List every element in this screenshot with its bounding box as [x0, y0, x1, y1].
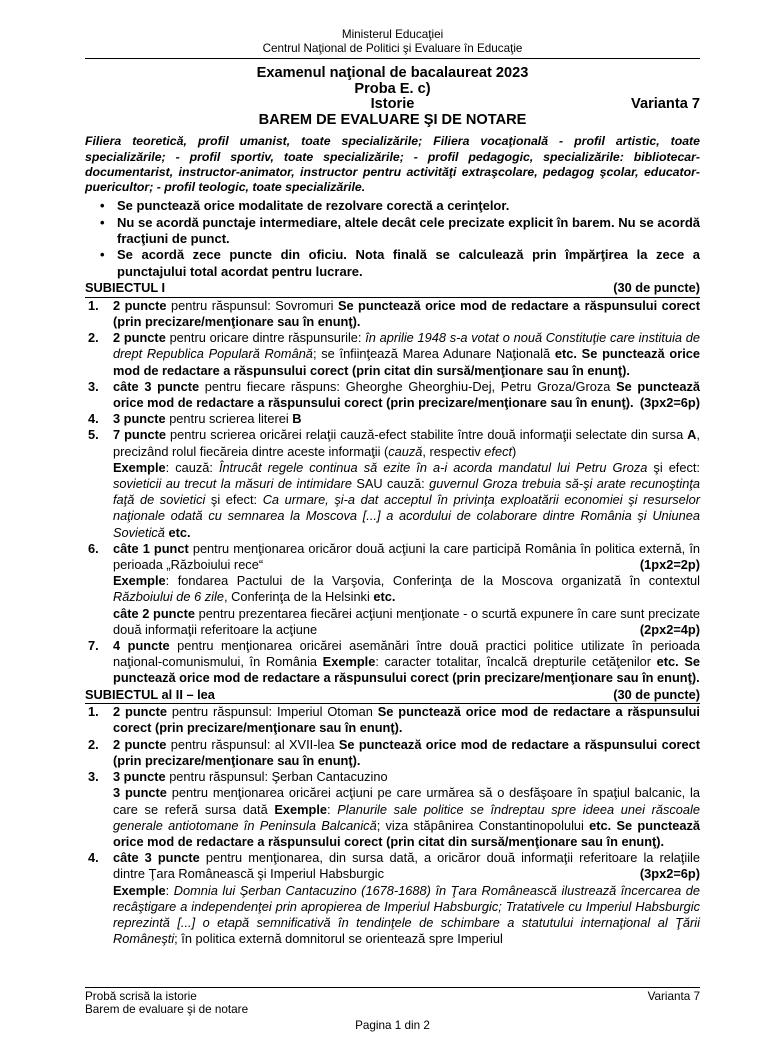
item-text: câte 3 puncte pentru fiecare răspuns: Gheorghe Gheorghiu-Dej, Petru Groza/Groza Se punctează orice mod de redactare a răspunsului corect (prin precizare/menţionare sau în enunţ). (3px2=6p) — [113, 378, 700, 411]
document-header — [85, 28, 700, 56]
footer-exam-type: Probă scrisă la istorie — [85, 989, 197, 1003]
item-text: 2 puncte pentru răspunsul: al XVII-lea Se punctează orice mod de redactare a răspunsului corect (prin precizare/menţionare sau în enunţ). — [113, 736, 700, 768]
probe-title: Proba E. c) — [354, 80, 431, 97]
rubric-item — [85, 541, 700, 638]
section-subiectul-2 — [85, 687, 700, 948]
bullet-text: Se acordă zece puncte din oficiu. Nota finală se calculează prin împărţirea la zece a punctajului total acordat pentru lucrare. — [117, 247, 700, 279]
item-number: 1. — [88, 704, 99, 720]
rubric-item — [85, 298, 700, 330]
barem-title: BAREM DE EVALUARE ŞI DE NOTARE — [258, 111, 527, 128]
exam-title: Examenul naţional de bacalaureat 2023 — [256, 65, 529, 81]
bullet-icon: • — [100, 198, 105, 214]
subject-title: Istorie — [370, 96, 415, 113]
rubric-item — [85, 379, 700, 411]
page-footer — [85, 987, 700, 1045]
bullet-text: Se punctează orice modalitate de rezolvare corectă a cerinţelor. — [117, 198, 510, 214]
item-text: 3 puncte pentru scrierea literei B — [113, 411, 302, 427]
bullet-item — [85, 198, 700, 214]
item-number: 2. — [88, 330, 99, 346]
rubric-item — [85, 638, 700, 687]
item-text: câte 3 puncte pentru menţionarea, din sursa dată, a oricăror două informaţii referitoare la relaţiile dintre Ţara Românească şi Imperiul Habsburgic (3px2=6p) Exemple: Domnia lui Şerban Cantacuzino (1678-1688) în Ţara Românească ilustrează încercarea de recâştigare a independenţei prin apropierea de Imperiul Habsburgic; Tratativele cu Imperiul Habsburgic reprezintă [...] o etapă semnificativă în tendinţele de schimbare a statutului internaţional al Ţării Româneşti; în politica externă domnitorul se orientează spre Imperiul — [113, 850, 701, 947]
rubric-item — [85, 427, 700, 540]
footer-left — [85, 990, 248, 1018]
national-center-line: Centrul Naţional de Politici şi Evaluare în Educaţie — [262, 42, 523, 55]
item-text: 7 puncte pentru scrierea oricărei relaţii cauză-efect stabilite între două informaţii selectate din sursa A, precizând rolul fiecăreia dintre aceste informaţii (cauză, respectiv efect) Exemple: cauză: Întrucât regele continua să ezite în a-i acorda mandatul lui Petru Groza şi efect: sovieticii au trecut la măsuri de intimidare SAU cauză: guvernul Groza trebuia să-şi arate recunoştinţa faţă de sovietici şi efect: Ca urmare, şi-a dat acceptul în privinţa exploatării economiei şi resurselor naţionale odată cu semnarea la Moscova [...] a acordului de colaborare dintre România şi Uniunea Sovietică etc. — [113, 427, 700, 540]
bullet-item — [85, 215, 700, 248]
section-heading — [85, 280, 700, 298]
item-number: 3. — [88, 378, 99, 394]
section-title: SUBIECTUL al II – lea — [85, 686, 215, 702]
item-text: 2 puncte pentru oricare dintre răspunsurile: în aprilie 1948 s-a votat o nouă Constituţie care instituia de drept Republica Populară Română; se înfiinţează Marea Adunare Naţională etc. Se punctează orice mod de redactare a răspunsului corect (prin citat din sursă/menţionare sau în enunţ). — [113, 330, 701, 378]
rubric-item — [85, 769, 700, 850]
item-number: 6. — [88, 540, 99, 556]
item-number: 2. — [88, 736, 99, 752]
item-text: 2 puncte pentru răspunsul: Sovromuri Se punctează orice mod de redactare a răspunsului corect (prin precizare/menţionare sau în enunţ). — [113, 297, 700, 330]
section-subiectul-1 — [85, 280, 700, 686]
rubric-item — [85, 330, 700, 379]
rubric-item — [85, 411, 700, 427]
header-divider — [85, 58, 700, 59]
item-text: 2 puncte pentru răspunsul: Imperiul Otoman Se punctează orice mod de redactare a răspunsului corect (prin precizare/menţionare sau în enunţ). — [113, 704, 700, 736]
item-number: 4. — [88, 850, 99, 866]
title-block — [85, 66, 700, 128]
subject-row — [85, 97, 700, 113]
rubric-item — [85, 850, 700, 947]
filiera-note: Filiera teoretică, profil umanist, toate specializările; Filiera vocaţională - profil artistic, toate specializările; - profil sportiv, toate specializările; - profil pedagogic, specializările: bibliotecar-documentarist, instructor-animator, instructor pentru activităţi extraşcolare, pedagog şcolar, educator-puericultor; - profil teologic, toate specializările. — [85, 134, 700, 194]
section-points: (30 de puncte) — [613, 280, 700, 296]
item-number: 3. — [88, 769, 99, 785]
bullet-list — [85, 198, 700, 280]
section-heading — [85, 687, 700, 705]
footer-doc-type: Barem de evaluare şi de notare — [85, 1003, 249, 1017]
footer-row — [85, 990, 700, 1018]
footer-divider — [85, 987, 700, 988]
rubric-item — [85, 704, 700, 736]
item-text: 4 puncte pentru menţionarea oricărei asemănări între două practici politice utilizate în perioada naţional-comunismului, în România Exemple: caracter totalitar, încalcă drepturile cetăţenilor etc. Se punctează orice mod de redactare a răspunsului corect (prin precizare/menţionare sau în enunţ). — [113, 638, 700, 686]
item-number: 5. — [88, 427, 99, 443]
ministry-line: Ministerul Educaţiei — [341, 28, 444, 41]
bullet-text: Nu se acordă punctaje intermediare, altele decât cele precizate explicit în barem. Nu se acordă fracţiuni de punct. — [117, 214, 700, 246]
section-points: (30 de puncte) — [613, 686, 700, 702]
item-number: 4. — [88, 411, 99, 427]
bullet-icon: • — [100, 214, 105, 230]
item-number: 1. — [88, 297, 99, 313]
variant-label: Varianta 7 — [631, 96, 700, 113]
item-text: câte 1 punct pentru menţionarea oricăror două acţiuni la care participă România în politica externă, în perioada „Războiului rece“ (1px2=2p) Exemple: fondarea Pactului de la Varşovia, Conferinţa de la Moscova organizată în contextul Războiului de 6 zile, Conferinţa de la Helsinki etc. câte 2 puncte pentru prezentarea fiecărei acţiuni menţionate - o scurtă expunere în care sunt precizate două informaţii referitoare la acţiune (2px2=4p) — [113, 540, 701, 637]
bullet-item — [85, 247, 700, 280]
section-title: SUBIECTUL I — [85, 280, 166, 296]
item-number: 7. — [88, 638, 99, 654]
page-number: Pagina 1 din 2 — [355, 1019, 430, 1033]
footer-variant: Varianta 7 — [647, 989, 700, 1003]
bullet-icon: • — [100, 247, 105, 263]
rubric-item — [85, 737, 700, 769]
item-text: 3 puncte pentru răspunsul: Şerban Cantacuzino 3 puncte pentru menţionarea oricărei acţiuni pe care urmărea să o desfăşoare în spaţiul balcanic, la care se referă sursa dată Exemple: Planurile sale politice se îndreptau spre ideea unei răscoale generale antiotomane în Peninsula Balcanică; viza stăpânirea Constantinopolului etc. Se punctează orice mod de redactare a răspunsului corect (prin citat din sursă/menţionare sau în enunţ). — [113, 769, 700, 849]
